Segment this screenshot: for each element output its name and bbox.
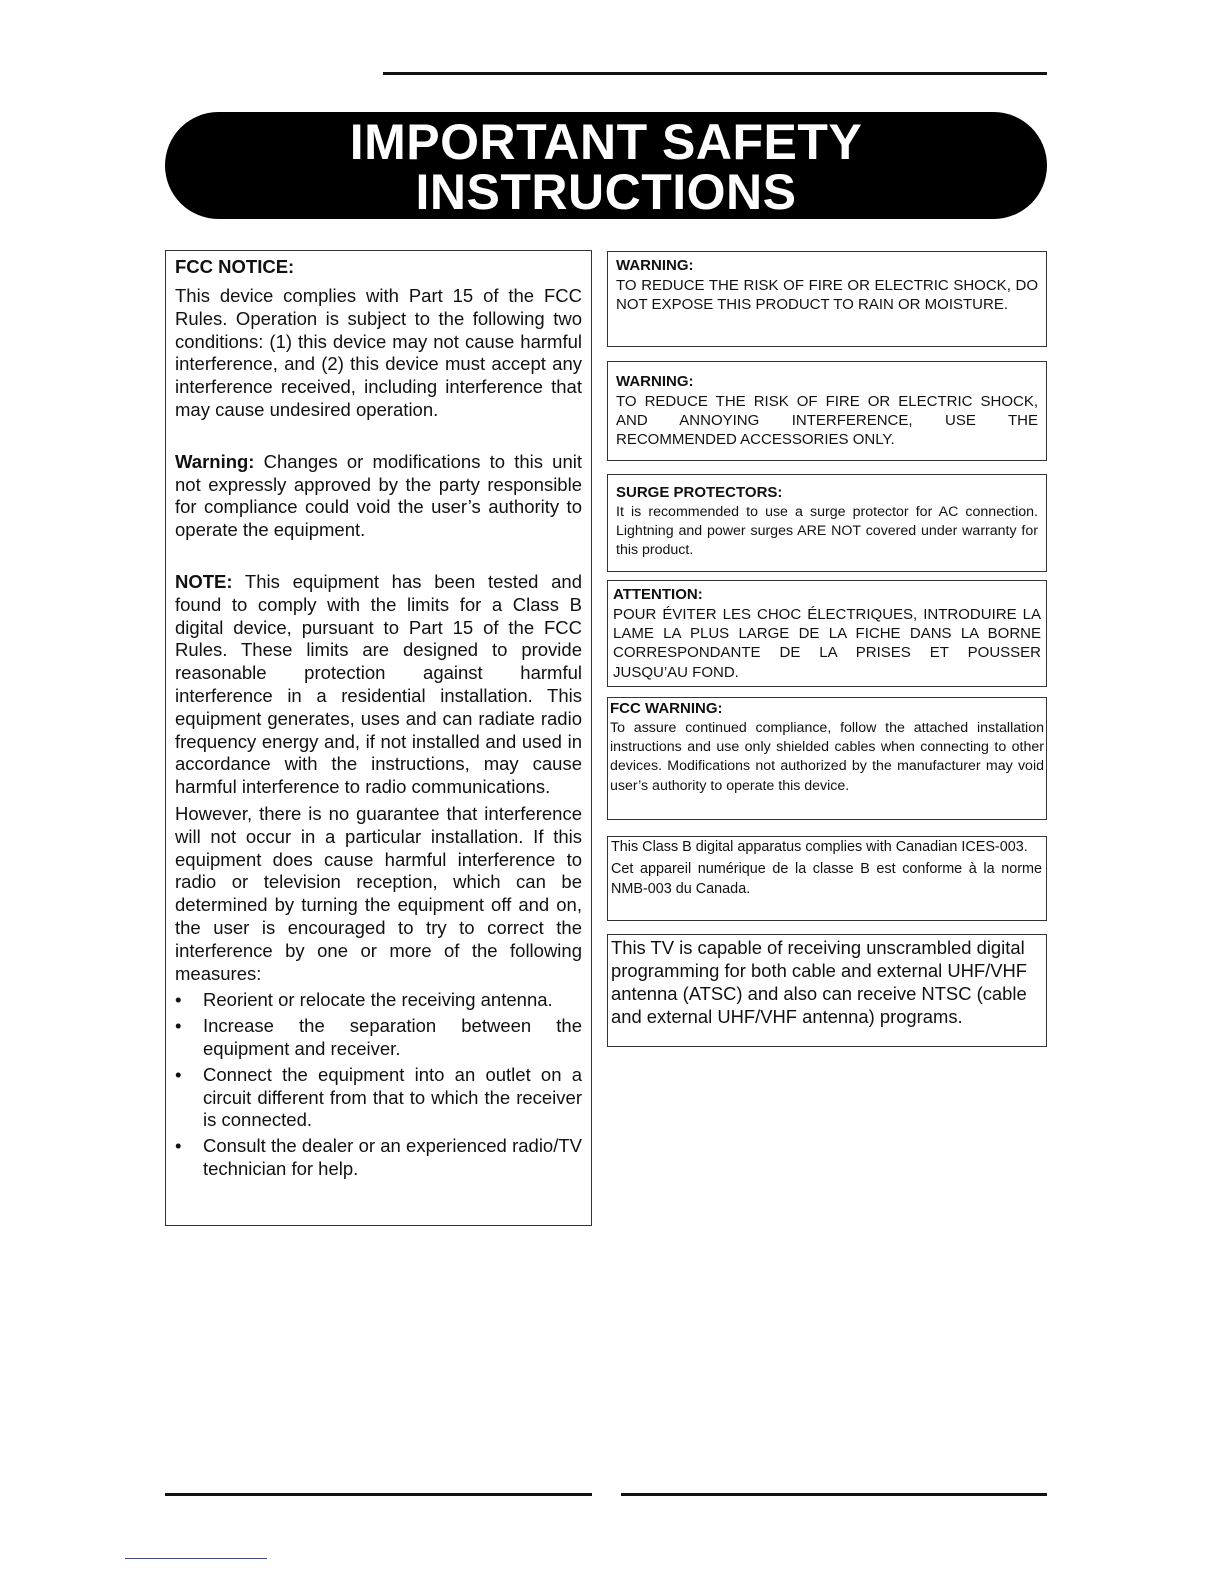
- canada-french-text: Cet appareil numérique de la classe B est conforme à la norme NMB-003 du Canada.: [611, 861, 1042, 897]
- list-item: • Consult the dealer or an experienced radio/TV technician for help.: [175, 1135, 582, 1179]
- warning-accessories-heading: WARNING:: [616, 373, 694, 390]
- list-item: • Connect the equipment into an outlet on a circuit different from that to which the receiver is connected.: [175, 1063, 582, 1131]
- note-paragraph: [175, 571, 582, 799]
- fcc-notice-box: [165, 250, 592, 1226]
- warning-accessories-box: [607, 361, 1047, 461]
- list-item: • Increase the separation between the equipment and receiver.: [175, 1015, 582, 1059]
- bullet: •: [175, 1015, 182, 1037]
- page-title-line1: IMPORTANT SAFETY: [349, 114, 863, 170]
- warning-label: Warning:: [175, 450, 255, 472]
- tv-capability-box: [607, 934, 1047, 1047]
- bullet: •: [175, 1135, 182, 1157]
- canada-english-text: This Class B digital apparatus complies with Canadian ICES-003.: [611, 839, 1028, 855]
- note-text: This equipment has been tested and found to comply with the limits for a Class B digital device, pursuant to Part 15 of the FCC Rules. These limits are designed to provide reasonable protection against harmful interference in a residential installation. This equipment generates, uses and can radiate radio frequency energy and, if not installed and used in accordance with the instructions, may cause harmful interference to radio communications.: [175, 570, 582, 798]
- bottom-rule-left: [165, 1493, 592, 1496]
- attention-text: POUR ÉVITER LES CHOC ÉLECTRIQUES, INTRODUIRE LA LAME LA PLUS LARGE DE LA FICHE DANS LA BORNE CORRESPONDANTE DE LA PRISES ET POUSSER JUSQU’AU FOND.: [613, 606, 1041, 681]
- attention-heading: ATTENTION:: [613, 586, 703, 603]
- bullet: •: [175, 989, 182, 1011]
- top-rule: [383, 72, 1047, 75]
- page-title-line2: INSTRUCTIONS: [415, 164, 797, 220]
- warning-accessories-text: TO REDUCE THE RISK OF FIRE OR ELECTRIC SHOCK, AND ANNOYING INTERFERENCE, USE THE RECOMMENDED ACCESSORIES ONLY.: [616, 393, 1038, 449]
- fcc-warning-text: To assure continued compliance, follow the attached installation instructions and use only shielded cables when connecting to other devices. Modifications not authorized by the manufacturer may void user’s authority to operate this device.: [610, 720, 1044, 794]
- canada-compliance-box: [607, 836, 1047, 921]
- tv-capability-text: This TV is capable of receiving unscrambled digital programming for both cable and external UHF/VHF antenna (ATSC) and also can receive NTSC (cable and external UHF/VHF antenna) programs.: [611, 937, 1028, 1027]
- fcc-warning-box: [607, 697, 1047, 820]
- attention-box: [607, 580, 1047, 687]
- measures-list: [175, 989, 582, 1180]
- surge-protectors-text: It is recommended to use a surge protector for AC connection. Lightning and power surges ARE NOT covered under warranty for this product.: [616, 504, 1038, 559]
- warning-moisture-heading: WARNING:: [616, 257, 694, 274]
- surge-protectors-box: [607, 474, 1047, 572]
- bullet: •: [175, 1063, 182, 1085]
- page-title-banner: [165, 112, 1047, 219]
- note-label: NOTE:: [175, 570, 233, 592]
- warning-text: Changes or modifications to this unit not expressly approved by the party responsible for compliance could void the user’s authority to operate the equipment.: [175, 450, 582, 541]
- warning-moisture-box: [607, 251, 1047, 347]
- surge-protectors-heading: SURGE PROTECTORS:: [616, 484, 783, 501]
- fcc-notice-paragraph: This device complies with Part 15 of the FCC Rules. Operation is subject to the following two conditions: (1) this device may not cause harmful interference, and (2) this device must accept any interference received, including interference that may cause undesired operation.: [175, 285, 582, 420]
- footer-link-underline: [125, 1558, 267, 1559]
- fcc-warning-paragraph: [175, 451, 582, 542]
- however-paragraph: However, there is no guarantee that interference will not occur in a particular installation. If this equipment does cause harmful interference to radio or television reception, which can be determined by turning the equipment off and on, the user is encouraged to try to correct the interference by one or more of the following measures:: [175, 802, 582, 984]
- warning-moisture-text: TO REDUCE THE RISK OF FIRE OR ELECTRIC SHOCK, DO NOT EXPOSE THIS PRODUCT TO RAIN OR MOISTURE.: [616, 277, 1038, 314]
- fcc-warning-heading: FCC WARNING:: [610, 700, 723, 717]
- list-item: • Reorient or relocate the receiving antenna.: [175, 989, 553, 1011]
- bottom-rule-right: [621, 1493, 1047, 1496]
- fcc-notice-heading: FCC NOTICE:: [175, 256, 295, 277]
